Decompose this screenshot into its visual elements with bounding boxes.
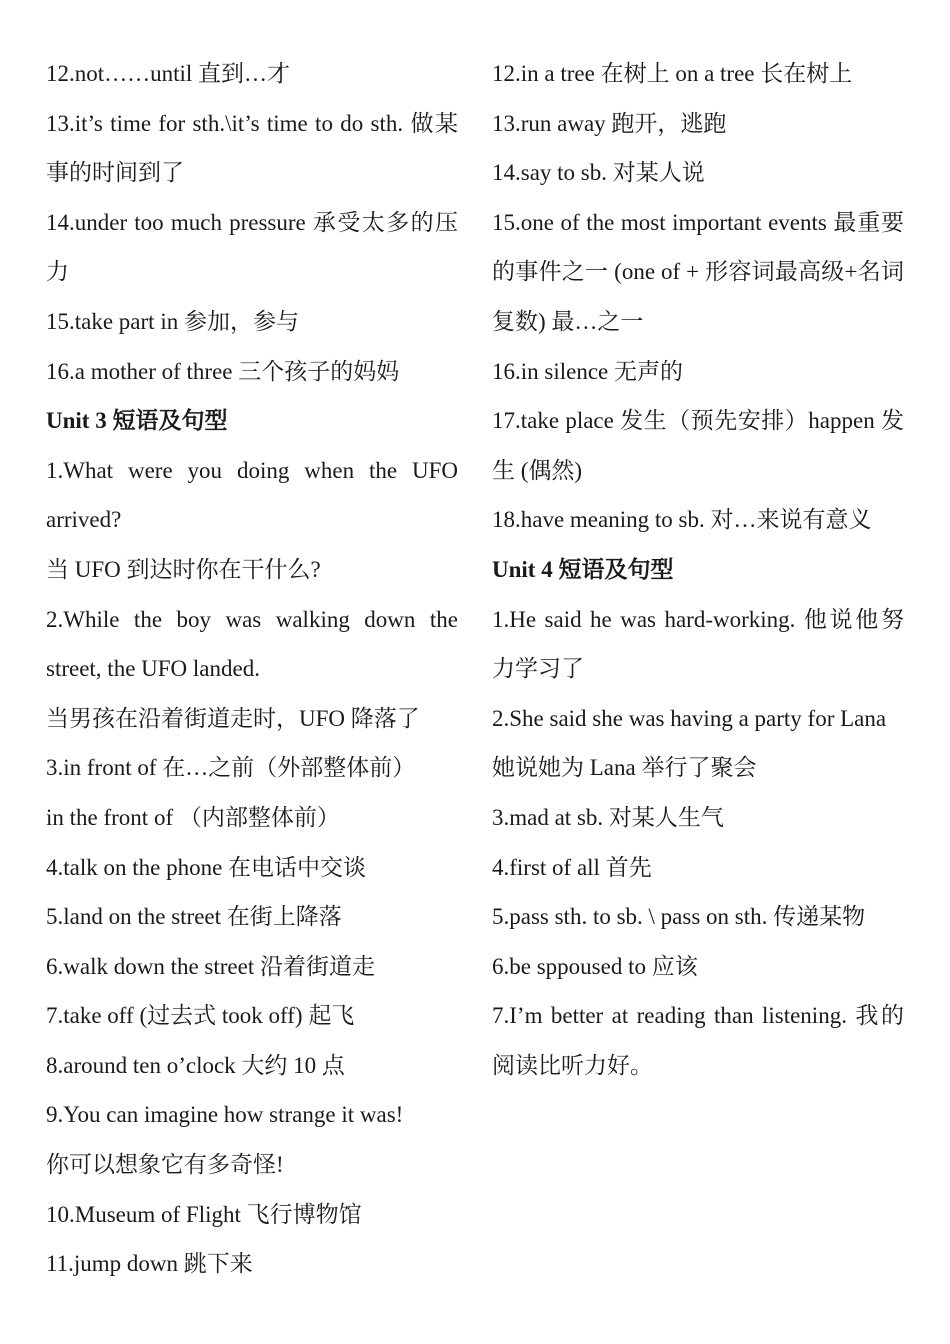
phrase-entry: 2.She said she was having a party for Lana <box>492 705 887 731</box>
phrase-entry: 11.jump down 跳下来 <box>46 1251 253 1277</box>
phrase-entry: 6.walk down the street 沿着街道走 <box>46 953 375 979</box>
phrase-entry: 当男孩在沿着街道走时，UFO 降落了 <box>46 705 420 731</box>
phrase-entry: 16.in silence 无声的 <box>492 358 683 384</box>
phrase-entry: 3.in front of 在…之前（外部整体前） <box>46 755 416 781</box>
phrase-entry: 1.What were you doing when the UFO arrived? <box>46 457 458 533</box>
phrase-entry: 7.take off (过去式 took off) 起飞 <box>46 1003 355 1029</box>
phrase-entry: 她说她为 Lana 举行了聚会 <box>492 755 757 781</box>
phrase-entry: 5.pass sth. to sb. \ pass on sth. 传递某物 <box>492 904 866 930</box>
phrase-entry: 17.take place 发生（预先安排）happen 发生 (偶然) <box>492 408 904 483</box>
phrase-entry: 你可以想象它有多奇怪! <box>46 1152 284 1178</box>
phrase-entry: 15.one of the most important events 最重要的事件之一 (one of + 形容词最高级+名词复数) 最…之一 <box>492 209 904 334</box>
phrase-entry: 8.around ten o’clock 大约 10 点 <box>46 1052 345 1078</box>
phrase-entry: 9.You can imagine how strange it was! <box>46 1102 404 1128</box>
phrase-entry: 12.not……until 直到…才 <box>46 61 291 86</box>
phrase-entry: 当 UFO 到达时你在干什么? <box>46 556 321 582</box>
phrase-entry: 7.I’m better at reading than listening. 我的阅读比听力好。 <box>492 1003 904 1078</box>
phrase-entry: 13.run away 跑开，逃跑 <box>492 110 727 136</box>
phrase-entry: 4.talk on the phone 在电话中交谈 <box>46 854 367 880</box>
unit4-heading: Unit 4 短语及句型 <box>492 556 674 582</box>
phrase-entry: 4.first of all 首先 <box>492 854 652 880</box>
phrase-entry: 1.He said he was hard-working. 他说他努力学习了 <box>492 606 904 682</box>
phrase-entry: 18.have meaning to sb. 对…来说有意义 <box>492 507 872 533</box>
phrase-entry: 12.in a tree 在树上 on a tree 长在树上 <box>492 61 853 86</box>
phrase-entry: 15.take part in 参加，参与 <box>46 308 299 334</box>
phrase-entry: 3.mad at sb. 对某人生气 <box>492 804 724 830</box>
phrase-entry: in the front of （内部整体前） <box>46 804 340 830</box>
phrase-entry: 14.say to sb. 对某人说 <box>492 160 705 186</box>
right-column <box>492 49 904 1090</box>
phrase-entry: 6.be sppoused to 应该 <box>492 953 698 979</box>
phrase-entry: 16.a mother of three 三个孩子的妈妈 <box>46 358 400 384</box>
phrase-entry: 10.Museum of Flight 飞行博物馆 <box>46 1201 362 1227</box>
phrase-entry: 2.While the boy was walking down the street, the UFO landed. <box>46 606 458 682</box>
left-column <box>46 49 458 1289</box>
unit3-heading: Unit 3 短语及句型 <box>46 408 228 434</box>
phrase-entry: 13.it’s time for sth.\it’s time to do sth. 做某事的时间到了 <box>46 110 458 186</box>
phrase-entry: 5.land on the street 在街上降落 <box>46 904 342 930</box>
phrase-entry: 14.under too much pressure 承受太多的压力 <box>46 209 458 285</box>
